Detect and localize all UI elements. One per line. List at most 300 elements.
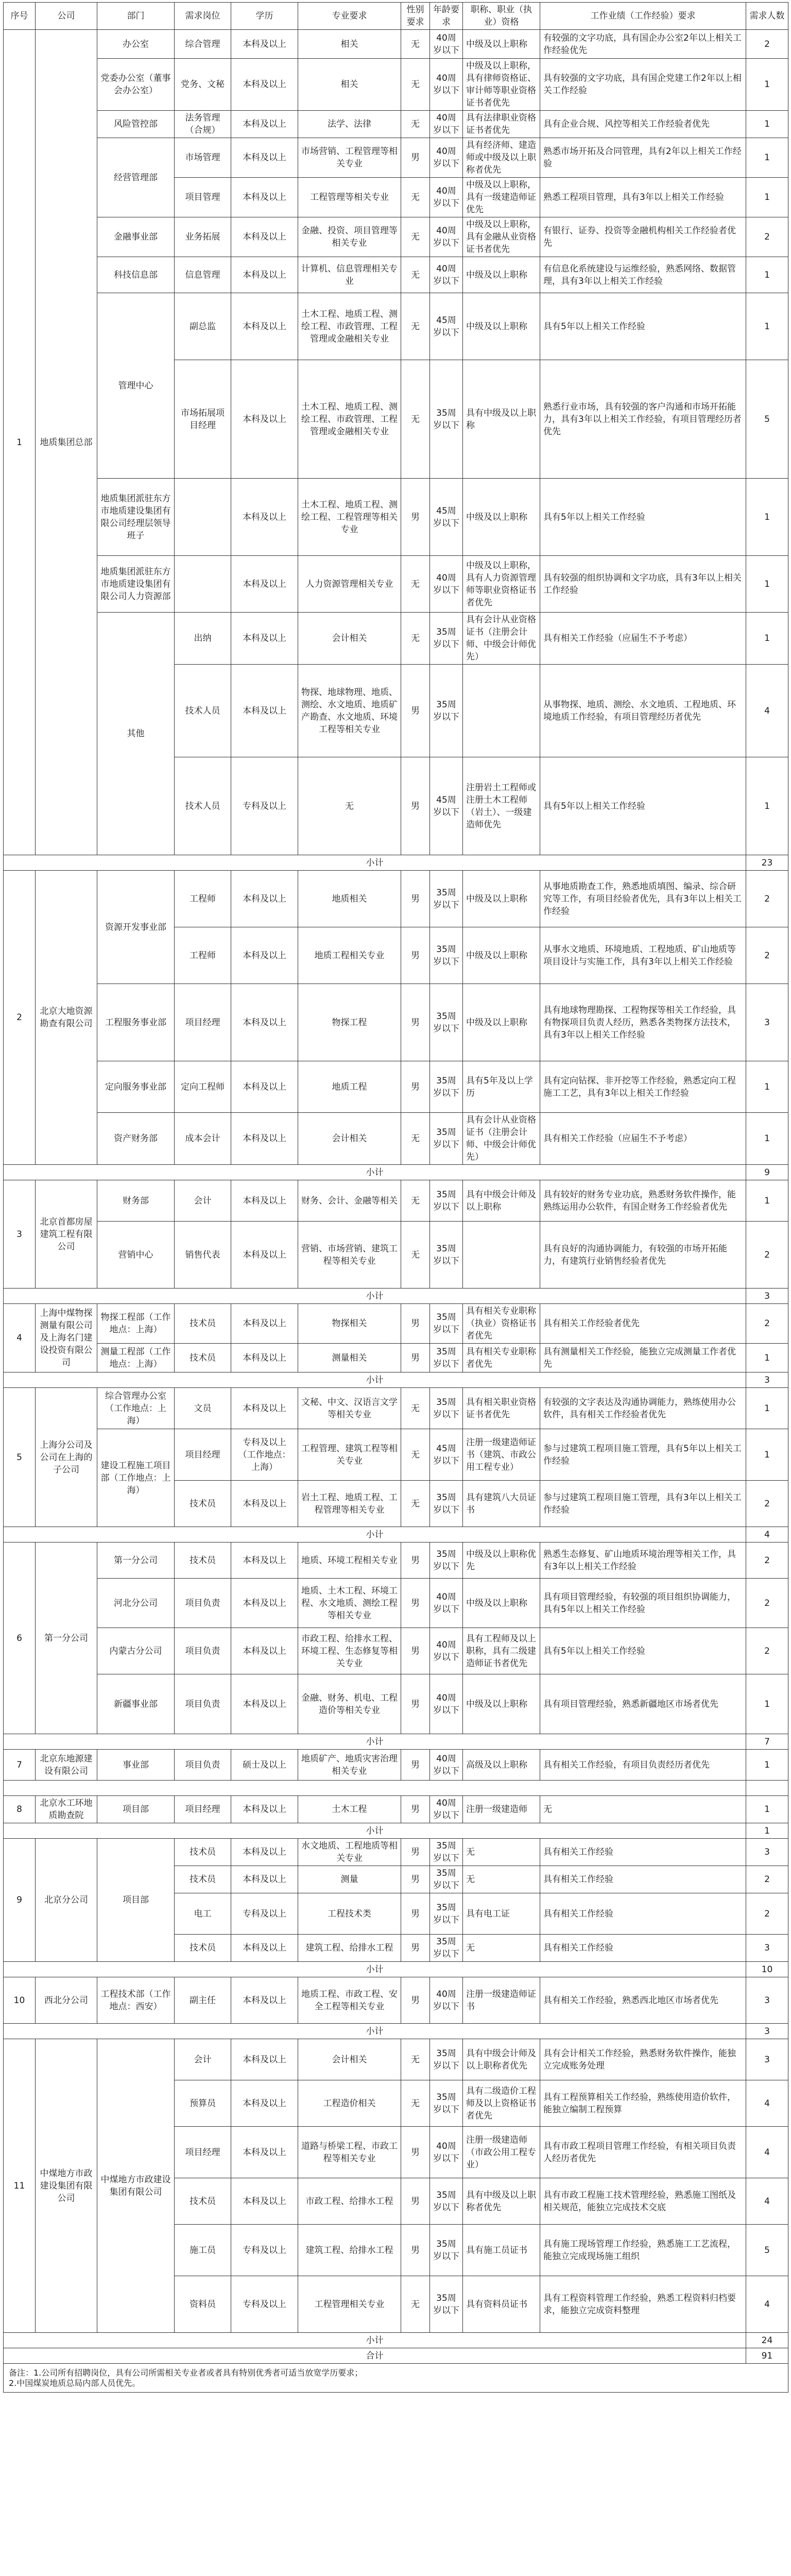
experience-cell: 具有市政工程施工技术管理经验，熟悉施工图纸及相关规范，能独立完成技术交底 — [540, 2178, 746, 2225]
position-cell: 项目经理 — [175, 1429, 231, 1481]
education-cell: 本科及以上 — [231, 2039, 298, 2080]
company-cell: 北京大地资源勘查有限公司 — [36, 871, 97, 1165]
subtotal-value: 4 — [746, 1527, 788, 1543]
gender-cell: 男 — [401, 1839, 430, 1866]
experience-cell: 具有相关工作经验（应届生不予考虑） — [540, 1113, 746, 1165]
gender-cell: 男 — [401, 2127, 430, 2178]
age-cell: 35周岁以下 — [430, 1935, 463, 1962]
header-cell: 公司 — [36, 3, 97, 30]
department-cell: 科技信息部 — [97, 257, 175, 293]
qualification-cell: 具有中级及以上职称 — [463, 360, 540, 479]
gender-cell: 男 — [401, 138, 430, 178]
subtotal-row — [4, 2024, 788, 2039]
qualification-cell: 中级及以上职称，具有一级建造师证优先 — [463, 178, 540, 217]
table-row — [4, 1388, 788, 1429]
table-row — [4, 1344, 788, 1372]
major-cell: 金融、投资、项目管理等相关专业 — [298, 217, 401, 257]
experience-cell: 具有相关工作经验者优先 — [540, 1304, 746, 1344]
age-cell: 40周岁以下 — [430, 30, 463, 59]
major-cell: 地质相关 — [298, 871, 401, 927]
age-cell: 35周岁以下 — [430, 1113, 463, 1165]
education-cell: 本科及以上 — [231, 111, 298, 138]
position-cell: 工程师 — [175, 871, 231, 927]
gender-cell: 无 — [401, 2080, 430, 2127]
row-number-cell: 9 — [4, 1839, 36, 1962]
major-cell: 法学、法律 — [298, 111, 401, 138]
company-cell: 北京水工环地质勘查院 — [36, 1796, 97, 1823]
education-cell: 本科及以上 — [231, 1839, 298, 1866]
gender-cell: 男 — [401, 1866, 430, 1893]
experience-cell: 具有定向钻探、非开挖等工作经验，熟悉定向工程施工工艺，具有3年以上相关工作经验 — [540, 1061, 746, 1113]
qualification-cell: 具有会计从业资格证书（注册会计师、中级会计师优先） — [463, 1113, 540, 1165]
table-row — [4, 59, 788, 111]
age-cell: 35周岁以下 — [430, 360, 463, 479]
position-cell: 市场拓展项目经理 — [175, 360, 231, 479]
position-cell: 成本会计 — [175, 1113, 231, 1165]
qualification-cell: 注册一级建造师（市政公用工程专业） — [463, 2127, 540, 2178]
department-cell: 测量工程部（工作地点：上海） — [97, 1344, 175, 1372]
experience-cell: 具有项目管理经验，有较强的项目组织协调能力，具有5年以上相关工作经验 — [540, 1579, 746, 1628]
headcount-cell: 3 — [746, 1839, 788, 1866]
headcount-cell: 5 — [746, 2225, 788, 2276]
major-cell: 物探工程 — [298, 984, 401, 1061]
total-label: 合计 — [4, 2348, 746, 2364]
education-cell: 本科及以上 — [231, 479, 298, 556]
subtotal-value: 3 — [746, 2024, 788, 2039]
department-cell: 地质集团派驻东方市地质建设集团有限公司人力资源部 — [97, 556, 175, 613]
headcount-cell: 1 — [746, 293, 788, 360]
education-cell: 本科及以上 — [231, 1628, 298, 1674]
position-cell: 定向工程师 — [175, 1061, 231, 1113]
table-row — [4, 1674, 788, 1734]
total-row — [4, 2348, 788, 2364]
gender-cell: 男 — [401, 871, 430, 927]
major-cell: 工程技术类 — [298, 1893, 401, 1935]
position-cell: 副主任 — [175, 1977, 231, 2024]
age-cell: 40周岁以下 — [430, 556, 463, 613]
headcount-cell: 2 — [746, 1628, 788, 1674]
table-row — [4, 1839, 788, 1866]
headcount-cell: 2 — [746, 1893, 788, 1935]
major-cell: 地质矿产、地质灾害治理相关专业 — [298, 1750, 401, 1781]
gender-cell: 男 — [401, 1543, 430, 1579]
note-row — [4, 2364, 788, 2393]
headcount-cell: 1 — [746, 1750, 788, 1781]
table-row — [4, 138, 788, 178]
gender-cell: 男 — [401, 1977, 430, 2024]
position-cell: 法务管理（合规） — [175, 111, 231, 138]
gender-cell: 无 — [401, 613, 430, 665]
education-cell: 本科及以上 — [231, 1113, 298, 1165]
education-cell: 专科及以上 — [231, 2276, 298, 2333]
gender-cell: 男 — [401, 927, 430, 984]
headcount-cell: 2 — [746, 1481, 788, 1527]
experience-cell: 从事地质勘查工作，熟悉地质填图、编录、综合研究等工作，有项目经验者优先，具有3年以上相关工作经验 — [540, 871, 746, 927]
position-cell: 市场管理 — [175, 138, 231, 178]
header-cell: 学历 — [231, 3, 298, 30]
subtotal-label: 小计 — [4, 1962, 746, 1977]
position-cell — [175, 479, 231, 556]
subtotal-row — [4, 1165, 788, 1180]
age-cell: 40周岁以下 — [430, 59, 463, 111]
education-cell: 本科及以上 — [231, 927, 298, 984]
headcount-cell: 4 — [746, 665, 788, 757]
qualification-cell: 注册一级建造师 — [463, 1796, 540, 1823]
age-cell: 40周岁以下 — [430, 138, 463, 178]
major-cell: 工程管理相关专业 — [298, 2276, 401, 2333]
position-cell: 技术员 — [175, 1543, 231, 1579]
gender-cell: 男 — [401, 1893, 430, 1935]
education-cell: 本科及以上 — [231, 1935, 298, 1962]
major-cell: 道路与桥梁工程、市政工程等相关专业 — [298, 2127, 401, 2178]
headcount-cell: 4 — [746, 2276, 788, 2333]
gender-cell: 无 — [401, 360, 430, 479]
education-cell: 本科及以上 — [231, 1977, 298, 2024]
gender-cell: 无 — [401, 1180, 430, 1222]
position-cell: 项目负责 — [175, 1628, 231, 1674]
headcount-cell: 1 — [746, 1429, 788, 1481]
education-cell: 本科及以上 — [231, 30, 298, 59]
major-cell: 地质、环境工程相关专业 — [298, 1543, 401, 1579]
education-cell: 专科及以上 — [231, 1893, 298, 1935]
gender-cell: 男 — [401, 2225, 430, 2276]
age-cell: 40周岁以下 — [430, 111, 463, 138]
department-cell: 建设工程施工项目部（工作地点：上海） — [97, 1429, 175, 1527]
qualification-cell: 具有建筑八大员证书 — [463, 1481, 540, 1527]
table-row — [4, 871, 788, 927]
experience-cell: 有银行、证券、投资等金融机构相关工作经验者优先 — [540, 217, 746, 257]
age-cell: 35周岁以下 — [430, 2276, 463, 2333]
header-cell: 性别要求 — [401, 3, 430, 30]
table-row — [4, 1543, 788, 1579]
experience-cell: 具有工程预算相关工作经验，熟练使用造价软件，能独立编制工程预算 — [540, 2080, 746, 2127]
department-cell: 内蒙古分公司 — [97, 1628, 175, 1674]
row-number-cell: 1 — [4, 30, 36, 855]
table-row — [4, 1113, 788, 1165]
major-cell: 会计相关 — [298, 1113, 401, 1165]
gender-cell: 无 — [401, 1429, 430, 1481]
qualification-cell: 中级及以上职称，具有人力资源管理师等职业资格证书者优先 — [463, 556, 540, 613]
qualification-cell: 无 — [463, 1866, 540, 1893]
qualification-cell: 中级及以上职称，具有金融从业资格证书者优先 — [463, 217, 540, 257]
header-cell: 专业要求 — [298, 3, 401, 30]
table-header-row — [4, 3, 788, 30]
position-cell: 出纳 — [175, 613, 231, 665]
subtotal-row — [4, 1527, 788, 1543]
major-cell: 物探、地球物理、地质、测绘、水文地质、地质矿产勘查、水文地质、环境工程等相关专业 — [298, 665, 401, 757]
age-cell: 35周岁以下 — [430, 1388, 463, 1429]
gender-cell: 无 — [401, 111, 430, 138]
education-cell: 本科及以上 — [231, 984, 298, 1061]
age-cell: 40周岁以下 — [430, 1796, 463, 1823]
subtotal-value: 3 — [746, 1372, 788, 1388]
education-cell: 硕士及以上 — [231, 1750, 298, 1781]
major-cell: 无 — [298, 757, 401, 855]
age-cell: 35周岁以下 — [430, 1304, 463, 1344]
company-cell: 中煤地方市政建设集团有限公司 — [36, 2039, 97, 2333]
gender-cell: 无 — [401, 1113, 430, 1165]
headcount-cell: 1 — [746, 178, 788, 217]
subtotal-label: 小计 — [4, 1823, 746, 1839]
gender-cell: 无 — [401, 2276, 430, 2333]
company-cell: 北京首都房屋建筑工程有限公司 — [36, 1180, 97, 1289]
headcount-cell: 3 — [746, 1977, 788, 2024]
major-cell: 地质、土木工程、环境工程、水文地质、测绘工程等相关专业 — [298, 1579, 401, 1628]
major-cell: 相关 — [298, 59, 401, 111]
company-cell: 上海中煤物探测量有限公司及上海名门建设投资有限公司 — [36, 1304, 97, 1372]
header-cell: 部门 — [97, 3, 175, 30]
position-cell: 文员 — [175, 1388, 231, 1429]
position-cell: 项目负责 — [175, 1750, 231, 1781]
experience-cell: 参与过建筑工程项目施工管理，具有3年以上相关工作经验 — [540, 1481, 746, 1527]
table-row — [4, 1304, 788, 1344]
position-cell: 施工员 — [175, 2225, 231, 2276]
subtotal-value: 23 — [746, 855, 788, 871]
experience-cell: 具有相关工作经验，熟悉西北地区市场者优先 — [540, 1977, 746, 2024]
experience-cell: 具有施工现场管理工作经验，熟悉施工工艺流程，能独立完成现场施工组织 — [540, 2225, 746, 2276]
major-cell: 市政工程、给排水工程 — [298, 2178, 401, 2225]
position-cell: 项目负责 — [175, 1579, 231, 1628]
gender-cell: 无 — [401, 2039, 430, 2080]
subtotal-value: 9 — [746, 1165, 788, 1180]
subtotal-value: 24 — [746, 2333, 788, 2348]
position-cell: 信息管理 — [175, 257, 231, 293]
headcount-cell: 5 — [746, 360, 788, 479]
subtotal-value: 1 — [746, 1823, 788, 1839]
position-cell: 党务、文秘 — [175, 59, 231, 111]
age-cell: 35周岁以下 — [430, 665, 463, 757]
experience-cell: 具有相关工作经验，有项目负责经历者优先 — [540, 1750, 746, 1781]
subtotal-label: 小计 — [4, 1165, 746, 1180]
department-cell: 地质集团派驻东方市地质建设集团有限公司经理层领导班子 — [97, 479, 175, 556]
row-number-cell: 4 — [4, 1304, 36, 1372]
education-cell: 本科及以上 — [231, 2178, 298, 2225]
experience-cell: 有较强的文字功底，具有国企办公室2年以上相关工作经验优先 — [540, 30, 746, 59]
table-row — [4, 30, 788, 59]
position-cell: 项目负责 — [175, 1674, 231, 1734]
education-cell: 本科及以上 — [231, 217, 298, 257]
education-cell: 本科及以上 — [231, 1674, 298, 1734]
department-cell: 事业部 — [97, 1750, 175, 1781]
qualification-cell: 中级及以上职称 — [463, 927, 540, 984]
major-cell: 土木工程、地质工程、测绘工程、工程管理等相关专业 — [298, 479, 401, 556]
headcount-cell: 4 — [746, 2178, 788, 2225]
qualification-cell: 具有中级会计师及以上职称 — [463, 1180, 540, 1222]
department-cell: 营销中心 — [97, 1222, 175, 1289]
major-cell: 金融、财务、机电、工程造价等相关专业 — [298, 1674, 401, 1734]
experience-cell: 具有相关工作经验 — [540, 1839, 746, 1866]
education-cell: 本科及以上 — [231, 1866, 298, 1893]
education-cell: 本科及以上 — [231, 1304, 298, 1344]
major-cell: 计算机、信息管理相关专业 — [298, 257, 401, 293]
headcount-cell: 4 — [746, 2127, 788, 2178]
header-cell: 工作业绩（工作经验）要求 — [540, 3, 746, 30]
gender-cell: 无 — [401, 293, 430, 360]
table-row — [4, 1750, 788, 1781]
department-cell: 物探工程部（工作地点：上海） — [97, 1304, 175, 1344]
gender-cell: 无 — [401, 257, 430, 293]
subtotal-row — [4, 1734, 788, 1750]
qualification-cell: 具有法律职业资格证书者优先 — [463, 111, 540, 138]
row-number-cell: 5 — [4, 1388, 36, 1527]
qualification-cell: 中级及以上职称 — [463, 30, 540, 59]
experience-cell: 具有相关工作经验 — [540, 1893, 746, 1935]
gender-cell: 男 — [401, 1935, 430, 1962]
age-cell: 35周岁以下 — [430, 984, 463, 1061]
subtotal-label: 小计 — [4, 2333, 746, 2348]
major-cell: 文秘、中文、汉语言文学等相关专业 — [298, 1388, 401, 1429]
major-cell: 工程管理等相关专业 — [298, 178, 401, 217]
subtotal-row — [4, 1823, 788, 1839]
qualification-cell: 具有二级造价工程师及以上资格证书者优先 — [463, 2080, 540, 2127]
experience-cell: 具有地球物理勘探、工程物探等相关工作经验，具有物探项目负责人经历，熟悉各类物探方法技术，具有3年以上相关工作经验 — [540, 984, 746, 1061]
qualification-cell: 具有5年及以上学历 — [463, 1061, 540, 1113]
qualification-cell: 具有中级会计师及以上职称者优先 — [463, 2039, 540, 2080]
department-cell: 其他 — [97, 613, 175, 855]
qualification-cell: 具有相关职业资格证书者优先 — [463, 1388, 540, 1429]
table-row — [4, 984, 788, 1061]
qualification-cell: 无 — [463, 1935, 540, 1962]
experience-cell: 具有较好的财务专业功底，熟悉财务软件操作，能熟练运用办公软件，有国企财务工作经验者优先 — [540, 1180, 746, 1222]
experience-cell: 具有相关工作经验 — [540, 1866, 746, 1893]
experience-cell: 熟悉生态修复、矿山地质环境治理等相关工作，具有3年以上相关工作经验 — [540, 1543, 746, 1579]
company-cell: 西北分公司 — [36, 1977, 97, 2024]
education-cell: 本科及以上 — [231, 613, 298, 665]
major-cell: 物探相关 — [298, 1304, 401, 1344]
major-cell: 地质工程 — [298, 1061, 401, 1113]
row-number-cell: 7 — [4, 1750, 36, 1781]
education-cell: 本科及以上 — [231, 1388, 298, 1429]
table-row — [4, 111, 788, 138]
qualification-cell: 中级及以上职称 — [463, 1674, 540, 1734]
major-cell: 土木工程 — [298, 1796, 401, 1823]
experience-cell: 参与过建筑工程项目施工管理，具有5年以上相关工作经验 — [540, 1429, 746, 1481]
qualification-cell: 中级及以上职称优先 — [463, 1543, 540, 1579]
major-cell: 建筑工程、给排水工程 — [298, 1935, 401, 1962]
major-cell: 市场营销、工程管理等相关专业 — [298, 138, 401, 178]
total-value: 91 — [746, 2348, 788, 2364]
education-cell: 本科及以上 — [231, 1481, 298, 1527]
experience-cell: 具有测量相关工作经验，能独立完成测量工作者优先 — [540, 1344, 746, 1372]
headcount-cell: 1 — [746, 1344, 788, 1372]
gender-cell: 无 — [401, 59, 430, 111]
subtotal-value: 3 — [746, 1289, 788, 1304]
qualification-cell: 注册一级建造师证书（建筑、市政公用工程专业） — [463, 1429, 540, 1481]
gender-cell: 男 — [401, 984, 430, 1061]
age-cell: 35周岁以下 — [430, 1180, 463, 1222]
experience-cell: 有较强的文字表达及沟通协调能力，熟练使用办公软件，具有相关工作经验者优先 — [540, 1388, 746, 1429]
age-cell: 40周岁以下 — [430, 217, 463, 257]
headcount-cell: 2 — [746, 1579, 788, 1628]
headcount-cell: 2 — [746, 30, 788, 59]
department-cell: 工程技术部（工作地点：西安） — [97, 1977, 175, 2024]
experience-cell: 从事物探、地质、测绘、水文地质、工程地质、环境地质工作经验，有项目管理经历者优先 — [540, 665, 746, 757]
row-number-cell: 2 — [4, 871, 36, 1165]
position-cell: 资料员 — [175, 2276, 231, 2333]
age-cell: 40周岁以下 — [430, 1977, 463, 2024]
headcount-cell: 1 — [746, 1061, 788, 1113]
qualification-cell: 具有资料员证书 — [463, 2276, 540, 2333]
subtotal-value: 10 — [746, 1962, 788, 1977]
headcount-cell: 1 — [746, 1113, 788, 1165]
experience-cell: 具有企业合规、风控等相关工作经验者优先 — [540, 111, 746, 138]
gender-cell: 男 — [401, 757, 430, 855]
gender-cell: 无 — [401, 178, 430, 217]
position-cell: 技术员 — [175, 1839, 231, 1866]
age-cell: 40周岁以下 — [430, 1579, 463, 1628]
department-cell: 风险管控部 — [97, 111, 175, 138]
headcount-cell: 2 — [746, 1543, 788, 1579]
department-cell: 办公室 — [97, 30, 175, 59]
experience-cell: 具有5年以上相关工作经验 — [540, 479, 746, 556]
qualification-cell: 中级及以上职称 — [463, 293, 540, 360]
qualification-cell: 具有施工员证书 — [463, 2225, 540, 2276]
gender-cell: 男 — [401, 1061, 430, 1113]
headcount-cell: 4 — [746, 2080, 788, 2127]
major-cell: 工程管理、建筑工程等相关专业 — [298, 1429, 401, 1481]
qualification-cell: 具有经济师、建造师或中级及以上职称者优先 — [463, 138, 540, 178]
experience-cell: 具有工程资料管理工作经验，熟悉工程资料归档要求，能独立完成资料整理 — [540, 2276, 746, 2333]
gender-cell: 男 — [401, 665, 430, 757]
major-cell: 市政工程、给排水工程、环境工程、生态修复等相关专业 — [298, 1628, 401, 1674]
age-cell: 35周岁以下 — [430, 1481, 463, 1527]
header-cell: 需求岗位 — [175, 3, 231, 30]
headcount-cell: 1 — [746, 757, 788, 855]
major-cell: 土木工程、地质工程、测绘工程、市政管理、工程管理或金融相关专业 — [298, 293, 401, 360]
department-cell: 河北分公司 — [97, 1579, 175, 1628]
department-cell: 定向服务事业部 — [97, 1061, 175, 1113]
major-cell: 财务、会计、金融等相关 — [298, 1180, 401, 1222]
department-cell: 工程服务事业部 — [97, 984, 175, 1061]
subtotal-row — [4, 2333, 788, 2348]
department-cell: 项目部 — [97, 1839, 175, 1962]
position-cell: 项目经理 — [175, 1796, 231, 1823]
position-cell: 技术员 — [175, 1344, 231, 1372]
age-cell: 35周岁以下 — [430, 871, 463, 927]
gender-cell: 男 — [401, 1674, 430, 1734]
headcount-cell: 1 — [746, 479, 788, 556]
subtotal-value — [746, 1781, 788, 1796]
age-cell: 40周岁以下 — [430, 257, 463, 293]
table-row — [4, 293, 788, 360]
education-cell: 本科及以上 — [231, 59, 298, 111]
position-cell: 项目经理 — [175, 2127, 231, 2178]
experience-cell: 具有5年以上相关工作经验 — [540, 757, 746, 855]
department-cell: 资源开发事业部 — [97, 871, 175, 984]
department-cell: 管理中心 — [97, 293, 175, 479]
table-row — [4, 1796, 788, 1823]
experience-cell: 具有较强的文字功底，具有国企党建工作2年以上相关工作经验 — [540, 59, 746, 111]
gender-cell: 男 — [401, 2178, 430, 2225]
age-cell: 45周岁以下 — [430, 1429, 463, 1481]
headcount-cell: 2 — [746, 217, 788, 257]
education-cell: 专科及以上 — [231, 2225, 298, 2276]
table-row — [4, 1222, 788, 1289]
gender-cell: 男 — [401, 1304, 430, 1344]
age-cell: 35周岁以下 — [430, 1344, 463, 1372]
qualification-cell: 具有相关专业职称者优先 — [463, 1344, 540, 1372]
position-cell: 技术员 — [175, 2178, 231, 2225]
gender-cell: 无 — [401, 556, 430, 613]
experience-cell: 具有相关工作经验（应届生不予考虑） — [540, 613, 746, 665]
subtotal-row — [4, 1962, 788, 1977]
qualification-cell: 具有会计从业资格证书（注册会计师、中级会计师优先） — [463, 613, 540, 665]
headcount-cell: 1 — [746, 1796, 788, 1823]
department-cell: 综合管理办公室（工作地点：上海） — [97, 1388, 175, 1429]
position-cell: 技术人员 — [175, 757, 231, 855]
major-cell: 营销、市场营销、建筑工程等相关专业 — [298, 1222, 401, 1289]
position-cell: 预算员 — [175, 2080, 231, 2127]
